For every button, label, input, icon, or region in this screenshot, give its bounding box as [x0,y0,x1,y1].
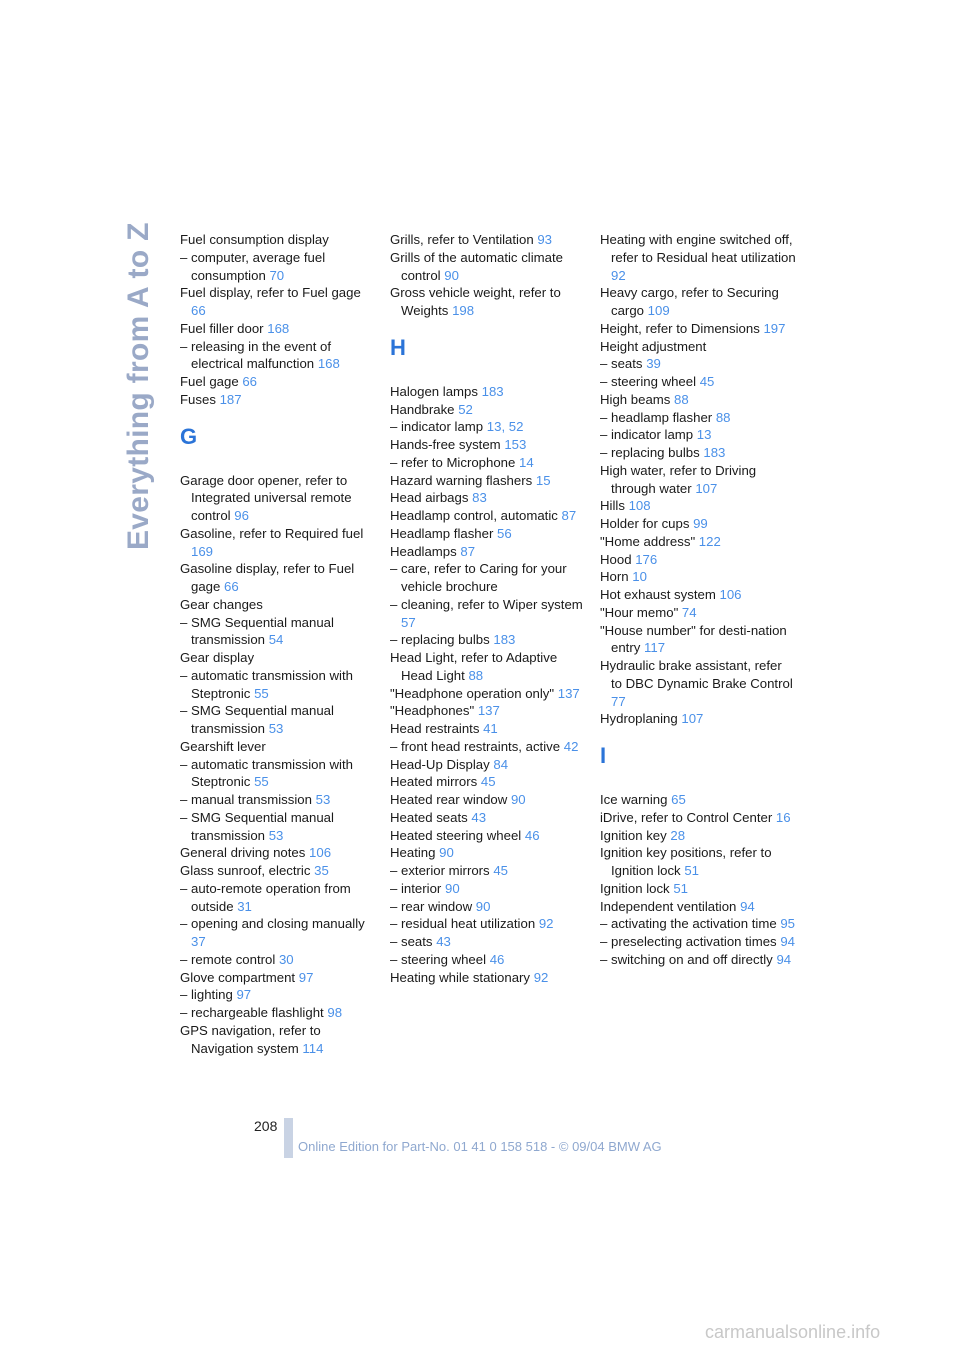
index-entry-text: Independent ventilation [600,898,737,914]
index-entry [180,915,376,951]
page-reference-link[interactable]: 90 [444,880,460,896]
index-entry [180,844,376,862]
page-reference-link[interactable]: 77 [611,693,626,709]
index-entry [600,568,796,586]
index-entry-text: Head-Up Display [390,756,490,772]
page-reference-link[interactable]: 183 [703,445,726,460]
index-entry-text: Heating with engine switched off, refer to Residual heat utilization [600,232,796,265]
index-entry [600,515,796,533]
index-entry-text: – automatic transmission with Steptronic [180,756,353,790]
index-entry [180,338,376,374]
index-entry [180,880,376,916]
index-entry-text: – opening and closing manually [180,916,365,932]
index-entry [600,586,796,604]
page-reference-link[interactable]: 30 [278,951,294,967]
page-reference-link[interactable]: 45 [493,863,508,878]
index-entry-text: Headlamp control, automatic [390,508,558,523]
index-entry [600,409,796,427]
index-entry-text: Hot exhaust system [600,587,716,602]
index-entry-text: – indicator lamp [600,427,694,443]
page-reference-link[interactable]: 108 [628,498,651,514]
index-entry [600,355,796,373]
page-reference-link[interactable]: 45 [699,374,715,389]
page-number: 208 [254,1118,278,1134]
index-entry [600,880,796,898]
index-entry-text: Headlamp flasher [390,525,494,541]
page-reference-link[interactable]: 41 [483,721,498,736]
page-reference-link[interactable]: 107 [681,711,704,727]
index-entry [390,862,586,880]
index-entry-text: Head restraints [390,721,480,736]
index-entry-text: Grills, refer to Ventilation [390,232,534,247]
index-entry [180,596,376,614]
page-reference-link[interactable]: 90 [510,792,526,807]
index-entry-text: Glass sunroof, electric [180,863,311,878]
page-reference-link[interactable]: 92 [533,969,549,985]
page-reference-link[interactable]: 183 [481,383,504,399]
index-entry-text: Halogen lamps [390,383,478,399]
page-reference-link[interactable]: 97 [298,969,314,985]
index-entry-text: – headlamp flasher [600,409,713,425]
index-entry-text: – switching on and off directly [600,951,773,967]
page-reference-link[interactable]: 51 [684,863,699,878]
page-reference-link[interactable]: 187 [219,391,242,407]
index-entry [600,338,796,356]
page-reference-link[interactable]: 52 [508,419,524,435]
page-reference-link[interactable]: 43 [471,809,487,825]
index-entry [180,373,376,391]
page-reference-link[interactable]: 14 [519,454,534,470]
page-reference-link[interactable]: 46 [524,827,540,843]
index-entry [390,685,586,703]
page-reference-link[interactable]: 15 [535,472,551,488]
index-entry-text: Head Light, refer to Adaptive Head Light [390,650,558,683]
index-entry [180,649,376,667]
index-entry [180,1022,376,1058]
index-entry-text: – auto-remote operation from outside [180,880,351,914]
page-reference-link[interactable]: 42 [563,738,579,754]
index-entry-text: – replacing bulbs [390,632,490,648]
index-entry [180,391,376,409]
index-entry [180,320,376,338]
index-entry-text: Gear changes [180,596,263,612]
index-entry-text: Gasoline, refer to Required fuel [180,525,364,541]
page-reference-link[interactable]: 98 [327,1005,343,1020]
index-entry-text: Headlamps [390,543,457,559]
index-entry [600,497,796,515]
index-entry [390,880,586,898]
page-reference-link[interactable]: 137 [557,685,580,701]
index-entry-text: Height, refer to Dimensions [600,320,760,336]
index-entry [390,543,586,561]
page-reference-link[interactable]: 10 [632,569,647,585]
index-entry [600,231,796,284]
index-letter-heading: H [390,334,406,360]
page-reference-link[interactable]: 109 [647,303,670,318]
index-entry-text: "House number" for desti-nation entry [600,622,787,656]
index-entry-text: Heated mirrors [390,774,478,790]
index-entry [180,560,376,596]
index-entry-text: Gearshift lever [180,738,266,754]
index-entry [180,951,376,969]
index-entry-text: – rear window [390,898,473,914]
page-ref-separator: , [501,419,506,435]
page-reference-link[interactable]: 83 [472,490,487,506]
index-entry [390,401,586,419]
page-reference-link[interactable]: 117 [644,640,666,656]
index-entry [600,622,796,658]
index-entry [390,951,586,969]
index-entry-text: – steering wheel [390,951,487,967]
page-reference-link[interactable]: 57 [401,614,416,630]
page-reference-link[interactable]: 31 [237,898,252,914]
index-entry-text: Hydraulic brake assistant, refer to DBC Dynamic Brake Control [600,658,793,691]
index-entry [390,525,586,543]
index-entry [390,489,586,507]
index-entry [390,436,586,454]
index-column-1 [180,231,376,1057]
index-entry [600,710,796,728]
index-entry-text: – care, refer to Caring for your vehicle brochure [390,561,567,594]
index-entry-text: – replacing bulbs [600,445,700,460]
index-entry [180,614,376,650]
index-letter-heading: G [180,423,198,449]
index-entry [600,391,796,409]
index-entry [600,827,796,845]
index-entry [600,844,796,880]
index-entry [600,426,796,444]
index-entry [390,560,586,596]
index-entry-text: – preselecting activation times [600,934,777,949]
index-column-2 [390,231,586,986]
index-entry-text: – computer, average fuel consumption [180,249,326,283]
index-entry-text: Head airbags [390,490,469,506]
index-entry [390,418,586,436]
index-entry-text: Ice warning [600,792,668,807]
page-reference-link[interactable]: 94 [776,951,792,967]
index-entry [390,472,586,490]
index-entry [600,320,796,338]
page-reference-link[interactable]: 106 [309,845,332,861]
page-reference-link[interactable]: 96 [234,508,249,523]
index-entry-text: – automatic transmission with Steptronic [180,667,353,701]
index-entry [180,738,376,756]
page-reference-link[interactable]: 153 [504,437,527,452]
index-entry-text: – front head restraints, active [390,738,561,754]
index-letter-heading: I [600,743,607,768]
page-reference-link[interactable]: 66 [191,303,206,318]
page-reference-link[interactable]: 66 [224,579,239,594]
index-entry [390,284,586,320]
index-entry-text: Fuel consumption display [180,232,329,247]
index-entry-text: – refer to Microphone [390,454,516,470]
page-reference-link[interactable]: 107 [695,480,718,496]
index-entry-text: Heated seats [390,809,468,825]
index-entry-text: High beams [600,391,671,407]
page-reference-link[interactable]: 114 [302,1040,324,1056]
index-entry [180,809,376,845]
index-entry-text: – lighting [180,987,233,1003]
page-reference-link[interactable]: 45 [480,774,496,790]
page-reference-link[interactable]: 13 [696,427,712,443]
index-entry [390,249,586,285]
page-reference-link[interactable]: 74 [681,604,697,620]
page-reference-link[interactable]: 13 [486,419,502,435]
page-reference-link[interactable]: 95 [780,916,796,932]
index-entry-text: Ignition lock [600,880,670,896]
index-entry-text: – manual transmission [180,792,312,807]
index-entry [390,596,586,632]
page-reference-link[interactable]: 168 [317,356,340,372]
index-entry-text: – activating the activation time [600,916,777,932]
index-entry-text: – SMG Sequential manual transmission [180,614,334,648]
index-entry-text: Ignition key positions, refer to Ignition lock [600,845,772,878]
page-reference-link[interactable]: 137 [477,703,500,719]
index-entry [180,231,376,249]
index-entry [600,915,796,933]
page-reference-link[interactable]: 53 [268,827,284,843]
index-entry-text: – interior [390,880,442,896]
page-reference-link[interactable]: 92 [611,267,626,283]
index-entry-text: – exterior mirrors [390,863,490,878]
index-entry [390,915,586,933]
index-entry [600,657,796,710]
index-entry-text: "Hour memo" [600,604,679,620]
footer-edition-note: Online Edition for Part-No. 01 41 0 158 518 - © 09/04 BMW AG [298,1139,662,1154]
index-entry-text: Fuses [180,391,216,407]
index-entry-text: Fuel filler door [180,320,264,336]
index-entry-text: GPS navigation, refer to Navigation system [180,1022,321,1056]
page-reference-link[interactable]: 52 [458,401,473,417]
index-entry [390,933,586,951]
page-reference-link[interactable]: 84 [493,756,509,772]
index-entry-text: Height adjustment [600,338,707,354]
page-reference-link[interactable]: 93 [537,232,553,247]
index-entry-text: Hands-free system [390,437,501,452]
index-entry [180,702,376,738]
index-entry [390,454,586,472]
page-reference-link[interactable]: 53 [315,792,331,807]
index-entry-text: – seats [390,934,433,949]
watermark: carmanualsonline.info [705,1322,881,1342]
page-reference-link[interactable]: 55 [254,774,269,790]
page-reference-link[interactable]: 46 [489,951,505,967]
index-entry-text: General driving notes [180,845,306,861]
index-entry [390,791,586,809]
index-entry-text: – cleaning, refer to Wiper system [390,596,583,612]
index-entry [600,604,796,622]
index-entry-text: "Headphones" [390,703,475,719]
index-entry [180,472,376,525]
index-entry [180,667,376,703]
index-entry-text: Fuel display, refer to Fuel gage [180,285,361,301]
page-reference-link[interactable]: 176 [635,551,658,567]
index-entry-text: Heated rear window [390,792,508,807]
page-reference-link[interactable]: 90 [475,898,491,914]
index-entry-text: Horn [600,569,629,585]
index-entry-text: Handbrake [390,401,455,417]
index-entry-text: Heating while stationary [390,969,531,985]
index-entry [390,738,586,756]
index-entry [180,986,376,1004]
index-entry [390,702,586,720]
index-entry-text: Holder for cups [600,516,690,531]
index-entry [390,756,586,774]
page-reference-link[interactable]: 87 [460,543,476,559]
index-entry-text: Hills [600,498,625,514]
index-entry [390,649,586,685]
index-entry [180,249,376,285]
page-reference-link[interactable]: 55 [254,685,269,701]
page-reference-link[interactable]: 53 [268,721,284,736]
footer-accent-bar [284,1118,293,1158]
page-reference-link[interactable]: 88 [674,391,689,407]
page-reference-link[interactable]: 28 [670,827,686,843]
page-reference-link[interactable]: 51 [673,880,688,896]
index-entry [390,844,586,862]
index-entry [390,231,586,249]
index-entry-text: Grills of the automatic climate control [390,249,563,283]
index-entry [390,631,586,649]
index-entry-text: Ignition key [600,827,667,843]
index-entry-text: – remote control [180,951,276,967]
index-entry [390,383,586,401]
page-reference-link[interactable]: 183 [493,632,516,648]
index-entry [180,756,376,792]
page-reference-link[interactable]: 16 [775,809,791,825]
page-reference-link[interactable]: 35 [314,863,329,878]
page-reference-link[interactable]: 94 [740,898,755,914]
index-entry [180,1004,376,1022]
index-entry-text: – residual heat utilization [390,916,536,932]
index-entry-text: – seats [600,356,643,372]
index-entry-text: "Headphone operation only" [390,685,555,701]
index-entry [600,933,796,951]
index-entry-text: – releasing in the event of electrical malfunction [180,338,332,372]
index-entry-text: – indicator lamp [390,419,484,435]
index-entry [390,720,586,738]
page-reference-link[interactable]: 66 [242,374,257,389]
index-entry-text: Glove compartment [180,969,296,985]
index-entry [600,791,796,809]
index-entry-text: Heating [390,845,436,861]
index-entry [180,284,376,320]
index-entry-text: Hydroplaning [600,711,678,727]
index-entry [600,951,796,969]
page-reference-link[interactable]: 169 [191,543,214,559]
index-entry [600,551,796,569]
index-entry [390,773,586,791]
page-reference-link[interactable]: 97 [236,987,252,1003]
page-reference-link[interactable]: 37 [191,934,206,949]
page-reference-link[interactable]: 90 [439,845,454,861]
index-entry-text: Heated steering wheel [390,827,522,843]
index-entry-text: – steering wheel [600,374,697,389]
section-side-title: Everything from A to Z [122,222,155,550]
page-reference-link[interactable]: 87 [561,508,577,523]
index-entry [600,444,796,462]
index-entry [390,827,586,845]
index-entry-text: Fuel gage [180,374,239,389]
index-entry-text: High water, refer to Driving through water [600,462,757,496]
index-entry [600,898,796,916]
page-reference-link[interactable]: 65 [671,792,686,807]
page-reference-link[interactable]: 88 [715,409,731,425]
index-entry [390,969,586,987]
page-reference-link[interactable]: 106 [719,587,742,602]
index-entry [600,462,796,498]
index-entry [180,862,376,880]
index-entry-text: iDrive, refer to Control Center [600,809,773,825]
page-reference-link[interactable]: 88 [468,667,484,683]
page-reference-link[interactable]: 54 [268,632,284,648]
page-reference-link[interactable]: 94 [780,934,795,949]
index-entry-text: Gasoline display, refer to Fuel gage [180,561,355,594]
page-reference-link[interactable]: 168 [267,320,290,336]
index-entry-text: Gross vehicle weight, refer to Weights [390,285,561,318]
index-entry [390,507,586,525]
page-reference-link[interactable]: 56 [497,525,512,541]
page-reference-link[interactable]: 99 [693,516,708,531]
index-entry-text: – SMG Sequential manual transmission [180,703,334,736]
index-column-3 [600,231,796,969]
page-reference-link[interactable]: 70 [269,267,285,283]
index-entry-text: Gear display [180,650,255,665]
page-reference-link[interactable]: 90 [444,267,459,283]
index-entry-text: Heavy cargo, refer to Securing cargo [600,285,779,318]
index-entry-text: Hood [600,551,632,567]
index-entry-text: Garage door opener, refer to Integrated universal remote control [180,472,352,523]
index-entry-text: Hazard warning flashers [390,472,533,488]
page-reference-link[interactable]: 39 [646,356,661,372]
index-entry-text: – SMG Sequential manual transmission [180,809,334,843]
index-entry [600,533,796,551]
page-reference-link[interactable]: 43 [436,934,451,949]
index-entry [390,809,586,827]
index-entry [180,791,376,809]
index-entry [600,284,796,320]
page-reference-link[interactable]: 198 [452,303,475,318]
index-entry [180,969,376,987]
page-reference-link[interactable]: 92 [538,916,554,932]
page-reference-link[interactable]: 197 [763,320,786,336]
index-entry [180,525,376,561]
index-entry [390,898,586,916]
index-entry-text: "Home address" [600,533,696,549]
page-reference-link[interactable]: 122 [698,533,721,549]
index-entry [600,373,796,391]
index-entry [600,809,796,827]
index-entry-text: – rechargeable flashlight [180,1005,324,1020]
